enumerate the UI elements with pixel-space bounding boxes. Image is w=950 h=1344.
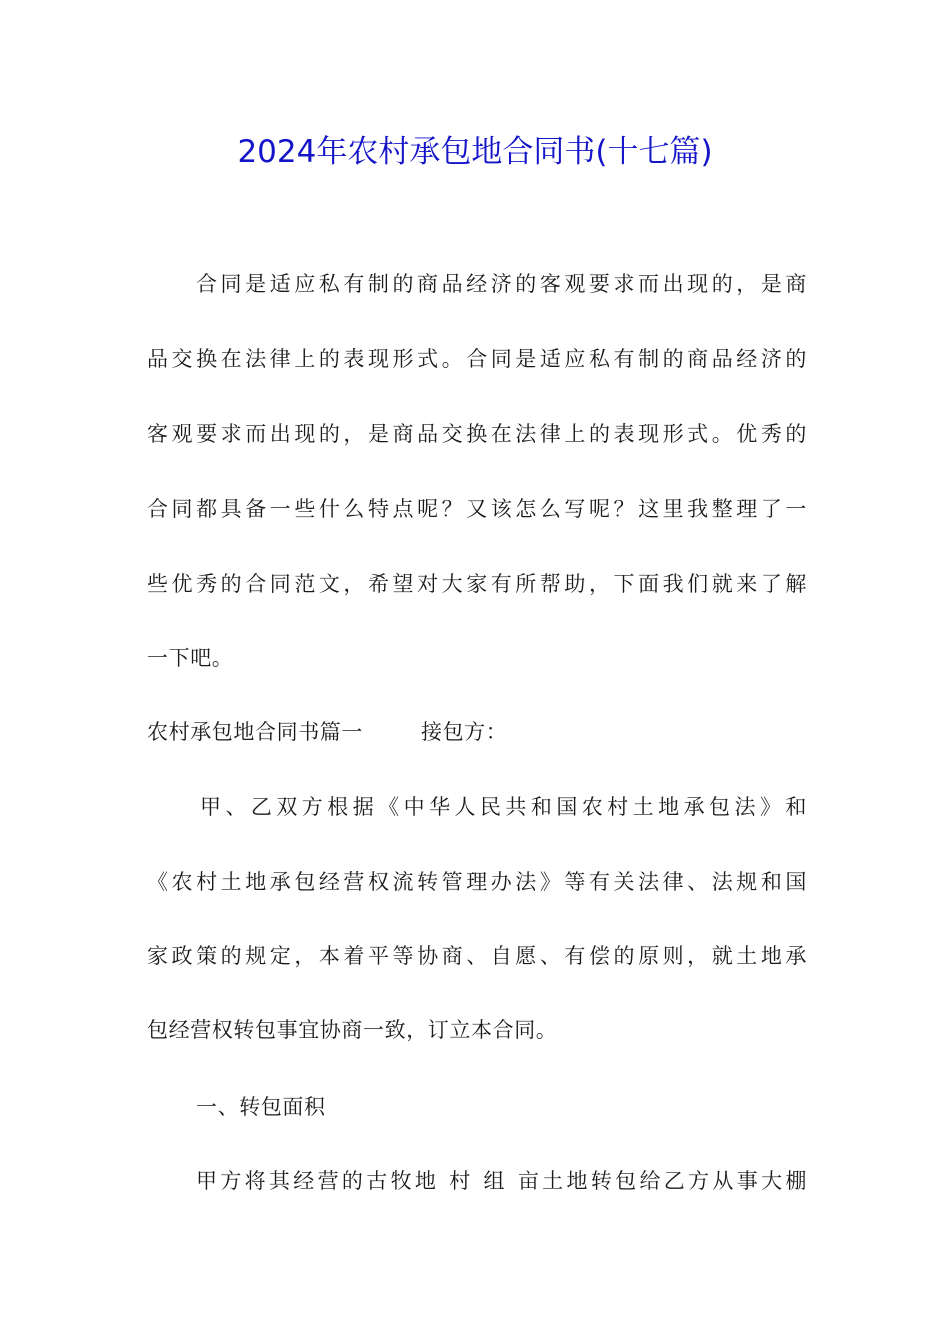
intro-line-2: 品交换在法律上的表现形式。合同是适应私有制的商品经济的 [147,347,807,371]
intro-line-5: 些优秀的合同范文，希望对大家有所帮助，下面我们就来了解 [147,572,807,596]
document-title: 2024年农村承包地合同书(十七篇) [237,134,713,170]
intro-line-6: 一下吧。 [147,646,234,670]
section-one-line: 甲方将其经营的古牧地 村 组 亩土地转包给乙方从事大棚 [196,1169,807,1193]
contractee-label: 接包方： [421,720,508,744]
chapter-heading: 农村承包地合同书篇一 [147,720,363,744]
body-line-4: 包经营权转包事宜协商一致，订立本合同。 [147,1018,558,1042]
body-line-2: 《农村土地承包经营权流转管理办法》等有关法律、法规和国 [147,870,807,894]
intro-line-3: 客观要求而出现的，是商品交换在法律上的表现形式。优秀的 [147,422,807,446]
chapter-heading-row [147,718,507,746]
body-line-1: 甲、乙双方根据《中华人民共和国农村土地承包法》和 [200,795,807,819]
intro-line-1: 合同是适应私有制的商品经济的客观要求而出现的，是商 [196,272,807,296]
intro-line-4: 合同都具备一些什么特点呢？又该怎么写呢？这里我整理了一 [147,497,807,521]
body-line-3: 家政策的规定，本着平等协商、自愿、有偿的原则，就土地承 [147,944,807,968]
section-one-heading: 一、转包面积 [196,1095,326,1119]
